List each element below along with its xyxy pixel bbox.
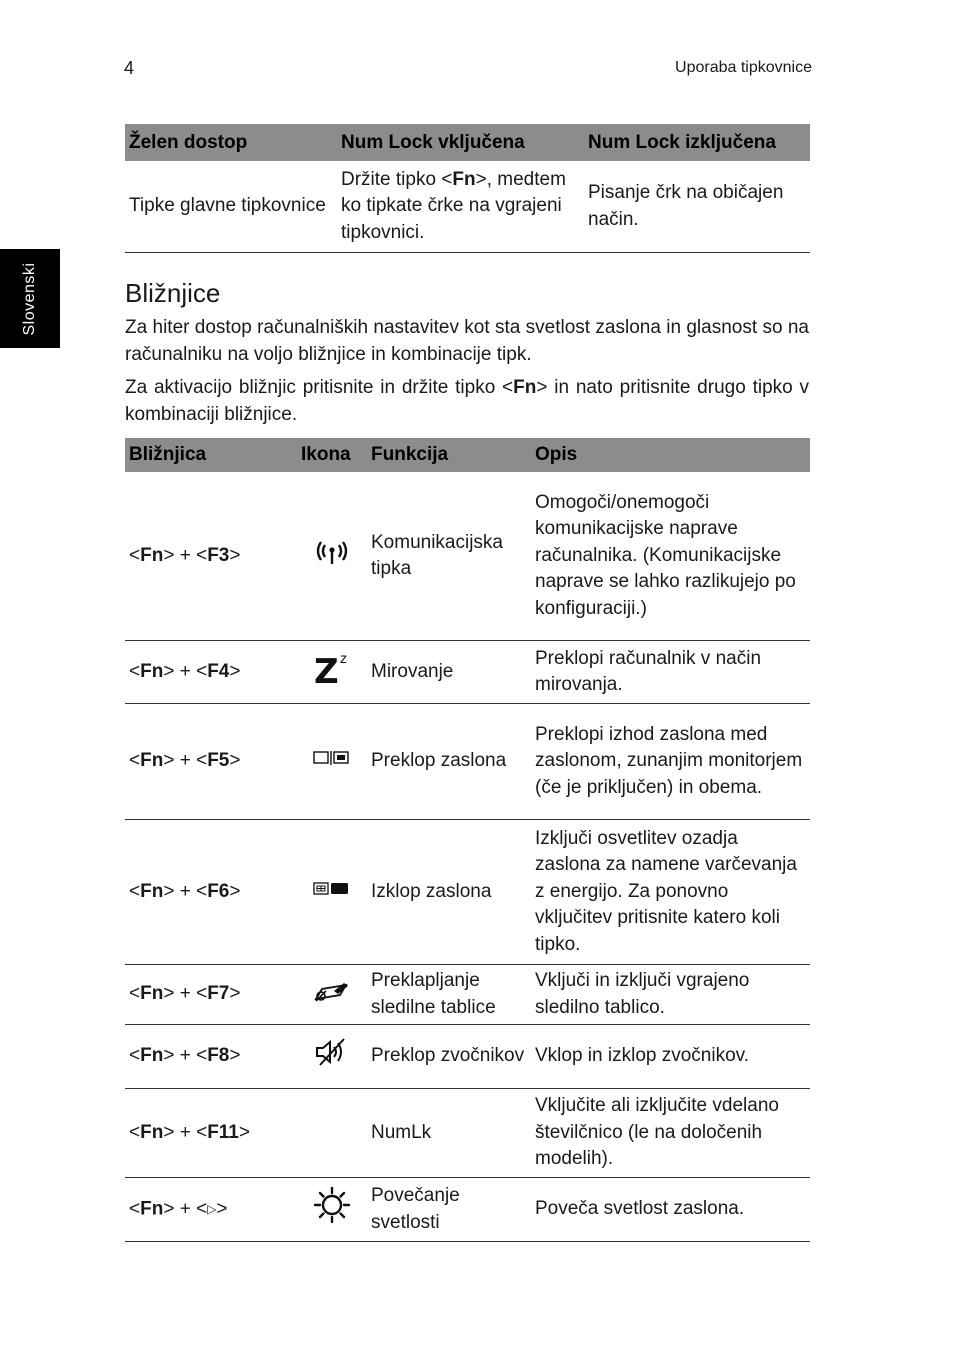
running-head: Uporaba tipkovnice: [675, 59, 812, 76]
intro-paragraph: Za hiter dostop računalniških nastavitev kot sta svetlost zaslona in glasnost so na računalniku na voljo bližnjice in kombinacije tipk.: [125, 317, 809, 365]
shortcut-key-cell: <Fn> + <F4>: [125, 641, 297, 704]
numlock-table: [125, 124, 810, 253]
table-row: [125, 161, 810, 253]
function-cell: Preklop zaslona: [367, 704, 531, 820]
sleep-zz-icon: [312, 650, 352, 695]
description-cell: Preklopi računalnik v način mirovanja.: [531, 641, 810, 704]
side-tab-label: Slovenski: [21, 262, 38, 335]
description-cell: Poveča svetlost zaslona.: [531, 1178, 810, 1242]
wireless-communication-icon: [312, 537, 352, 576]
table-row: [125, 965, 810, 1025]
svg-text:z: z: [340, 651, 347, 667]
icon-cell: [297, 965, 367, 1025]
table-row: [125, 704, 810, 820]
language-side-tab: [0, 249, 60, 348]
brightness-up-icon: [313, 1186, 351, 1233]
numlock-off-cell: Pisanje črk na običajen način.: [584, 161, 810, 253]
function-cell: Preklapljanje sledilne tablice: [367, 965, 531, 1025]
col-header-access: Želen dostop: [125, 124, 337, 161]
table-row: [125, 820, 810, 965]
table-row: [125, 641, 810, 704]
description-cell: Preklopi izhod zaslona med zaslonom, zunanjim monitorjem (če je priključen) in obema.: [531, 704, 810, 820]
function-cell: Komunikacijska tipka: [367, 472, 531, 641]
table-row: [125, 1178, 810, 1242]
section-title: Bližnjice: [125, 278, 221, 308]
col-header-numlock-off: Num Lock izključena: [584, 124, 810, 161]
shortcut-key-cell: <Fn> + <F3>: [125, 472, 297, 641]
icon-cell: [297, 641, 367, 704]
col-header-description: Opis: [531, 438, 810, 472]
col-header-icon: Ikona: [297, 438, 367, 472]
icon-cell: [297, 472, 367, 641]
description-cell: Vključite ali izključite vdelano številčnico (le na določenih modelih).: [531, 1089, 810, 1178]
description-cell: Vključi in izključi vgrajeno sledilno tablico.: [531, 965, 810, 1025]
shortcut-key-cell: <Fn> + <F6>: [125, 820, 297, 965]
shortcut-key-cell: <Fn> + <F11>: [125, 1089, 297, 1178]
table-row: [125, 472, 810, 641]
function-cell: NumLk: [367, 1089, 531, 1178]
shortcut-key-cell: <Fn> + <F7>: [125, 965, 297, 1025]
touchpad-toggle-icon: [312, 977, 352, 1012]
function-cell: Preklop zvočnikov: [367, 1025, 531, 1089]
shortcut-table: [125, 438, 810, 1242]
icon-cell: [297, 1025, 367, 1089]
description-cell: Izključi osvetlitev ozadja zaslona za namene varčevanja z energijo. Za ponovno vključitev pritisnite katero koli tipko.: [531, 820, 810, 965]
icon-cell: [297, 704, 367, 820]
function-cell: Mirovanje: [367, 641, 531, 704]
access-cell: Tipke glavne tipkovnice: [125, 161, 337, 253]
page-number: 4: [124, 58, 135, 78]
speaker-mute-icon: [314, 1037, 350, 1076]
display-toggle-icon: [313, 748, 351, 775]
function-cell: Izklop zaslona: [367, 820, 531, 965]
shortcut-key-cell: <Fn> + <F8>: [125, 1025, 297, 1089]
col-header-shortcut: Bližnjica: [125, 438, 297, 472]
function-cell: Povečanje svetlosti: [367, 1178, 531, 1242]
icon-cell: [297, 1089, 367, 1178]
table-row: [125, 1089, 810, 1178]
table-row: [125, 1025, 810, 1089]
shortcut-key-cell: <Fn> + <▷>: [125, 1178, 297, 1242]
description-cell: Omogoči/onemogoči komunikacijske naprave računalnika. (Komunikacijske naprave se lahko razlikujejo po konfiguraciji.): [531, 472, 810, 641]
activation-paragraph: Za aktivacijo bližnjic pritisnite in držite tipko <Fn> in nato pritisnite drugo tipko v kombinaciji bližnjice.: [125, 377, 810, 425]
col-header-numlock-on: Num Lock vključena: [337, 124, 584, 161]
description-cell: Vklop in izklop zvočnikov.: [531, 1025, 810, 1089]
icon-cell: [297, 820, 367, 965]
screen-off-icon: [313, 879, 351, 906]
icon-cell: [297, 1178, 367, 1242]
svg-text:Z: Z: [314, 651, 339, 686]
col-header-function: Funkcija: [367, 438, 531, 472]
shortcut-key-cell: <Fn> + <F5>: [125, 704, 297, 820]
numlock-on-cell: Držite tipko <Fn>, medtem ko tipkate črke na vgrajeni tipkovnici.: [337, 161, 584, 253]
